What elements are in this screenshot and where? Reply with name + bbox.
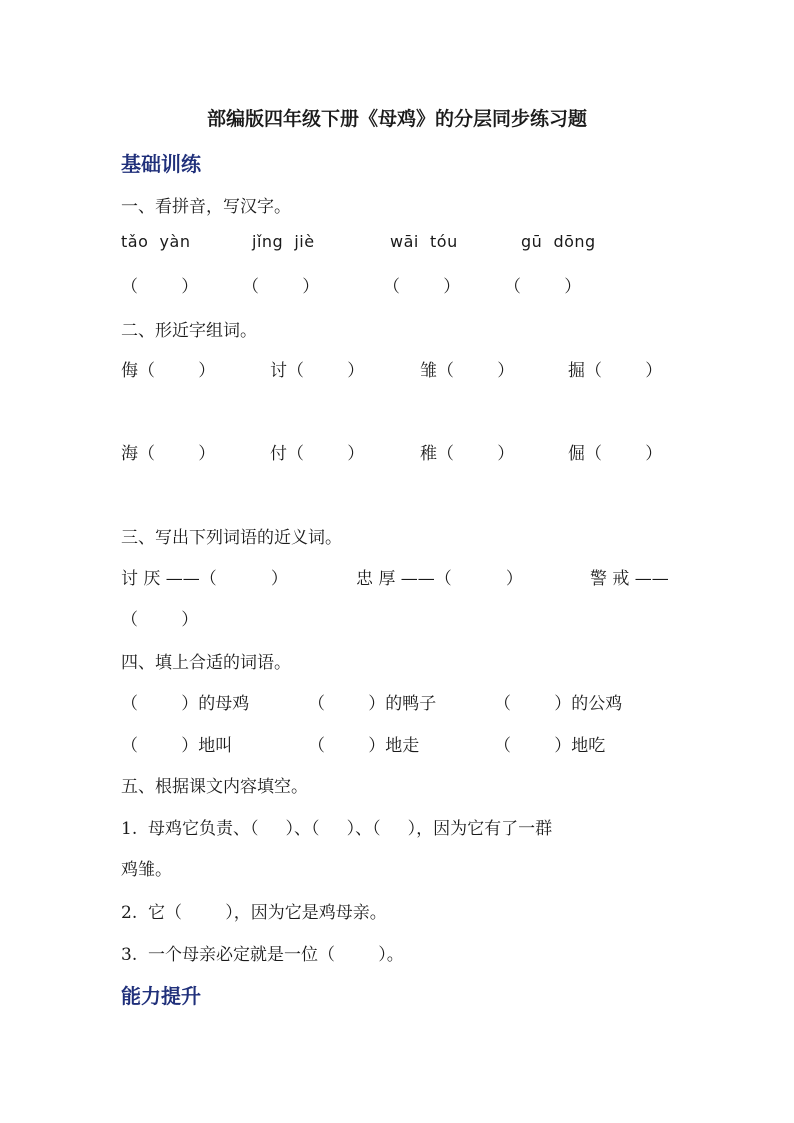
answer-blank: （ ） <box>121 610 199 630</box>
q4-heading: 四、填上合适的词语。 <box>121 653 291 673</box>
word-group-item: 倔（ ） <box>568 444 663 464</box>
word-group-item: 雏（ ） <box>420 361 515 381</box>
q5-item-2: 2. 它（ ），因为它是鸡母亲。 <box>121 903 387 923</box>
fill-word-item: （ ）的鸭子 <box>308 694 437 714</box>
word-group-item: 掘（ ） <box>568 361 663 381</box>
q5-heading: 五、根据课文内容填空。 <box>121 777 308 797</box>
q5-item-3: 3. 一个母亲必定就是一位（ ）。 <box>121 945 404 965</box>
q2-row-1 <box>0 356 794 380</box>
answer-blank: （ ） <box>504 277 582 297</box>
fill-word-item: （ ）的母鸡 <box>121 694 250 714</box>
fill-word-item: （ ）的公鸡 <box>494 694 623 714</box>
word-group-item: 付（ ） <box>270 444 365 464</box>
answer-blank: （ ） <box>121 277 199 297</box>
pinyin-item: gū dōng <box>521 232 596 251</box>
q5-item-1-continued: 鸡雏。 <box>121 860 172 880</box>
q1-heading: 一、看拼音，写汉字。 <box>121 197 291 217</box>
pinyin-item: wāi tóu <box>390 232 458 251</box>
synonym-item: 忠 厚 ——（ ） <box>356 569 523 589</box>
word-group-item: 稚（ ） <box>420 444 515 464</box>
q2-row-2 <box>0 439 794 463</box>
synonym-item: 讨 厌 ——（ ） <box>121 569 288 589</box>
q1-pinyin-row <box>0 232 794 256</box>
q1-blank-row <box>0 272 794 296</box>
q3-wrap-row <box>0 605 794 629</box>
pinyin-item: tǎo yàn <box>121 232 191 251</box>
pinyin-item: jǐng jiè <box>252 232 315 251</box>
q2-heading: 二、形近字组词。 <box>121 321 257 341</box>
synonym-item: 警 戒 —— <box>590 569 669 589</box>
q3-row <box>0 564 794 588</box>
fill-word-item: （ ）地叫 <box>121 736 233 756</box>
word-group-item: 海（ ） <box>121 444 216 464</box>
answer-blank: （ ） <box>383 277 461 297</box>
word-group-item: 侮（ ） <box>121 361 216 381</box>
q4-row-2 <box>0 731 794 755</box>
word-group-item: 讨（ ） <box>270 361 365 381</box>
q3-heading: 三、写出下列词语的近义词。 <box>121 528 342 548</box>
page-title: 部编版四年级下册《母鸡》的分层同步练习题 <box>206 108 587 130</box>
fill-word-item: （ ）地走 <box>308 736 420 756</box>
section-basic-heading: 基础训练 <box>121 152 201 176</box>
q5-item-1: 1. 母鸡它负责、（ ）、（ ）、（ ），因为它有了一群 <box>121 819 553 839</box>
fill-word-item: （ ）地吃 <box>494 736 606 756</box>
section-advanced-heading: 能力提升 <box>121 984 201 1008</box>
answer-blank: （ ） <box>242 277 320 297</box>
q4-row-1 <box>0 689 794 713</box>
